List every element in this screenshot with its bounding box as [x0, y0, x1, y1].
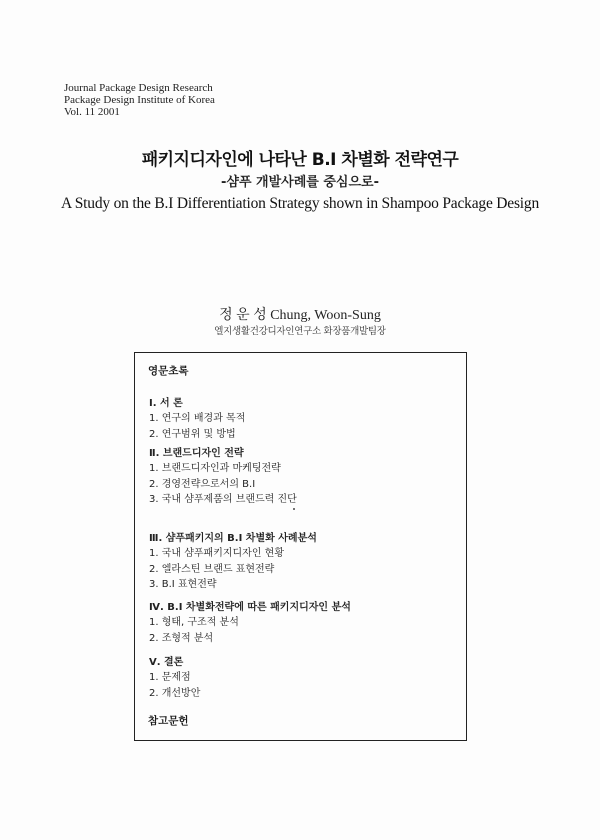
section-item: 2. 연구범위 및 방법 [149, 428, 236, 440]
toc-section-5 [149, 655, 200, 701]
stray-dot [293, 508, 295, 510]
author-affiliation: 엘지생활건강디자인연구소 화장품개발팀장 [214, 326, 386, 337]
abstract-heading: 영문초록 [148, 365, 189, 377]
journal-info [64, 82, 215, 118]
journal-name: Journal Package Design Research [64, 82, 213, 94]
section-item: 1. 형태, 구조적 분석 [149, 617, 239, 629]
korean-subtitle: -샴푸 개발사례를 중심으로- [221, 175, 379, 190]
section-item: 1. 국내 샴푸패키지디자인 현황 [149, 548, 284, 560]
author-name: 정 운 성 Chung, Woon-Sung [219, 308, 381, 323]
english-title: A Study on the B.I Differentiation Strategy shown in Shampoo Package Design [60, 195, 540, 212]
section-item: 1. 문제점 [149, 672, 191, 684]
section-item: 2. 조형적 분석 [149, 632, 214, 644]
journal-publisher: Package Design Institute of Korea [64, 94, 215, 106]
section-item: 3. B.I 표현전략 [149, 578, 217, 590]
section-item: 2. 경영전략으로서의 B.I [149, 478, 256, 490]
section-title: Ⅴ. 결론 [149, 657, 184, 668]
toc-section-2 [149, 446, 297, 507]
toc-section-4 [149, 600, 351, 646]
toc-section-3 [149, 531, 317, 592]
section-title: Ⅳ. B.I 차별화전략에 따른 패키지디자인 분석 [149, 602, 351, 613]
section-title: Ⅰ. 서 론 [149, 398, 183, 409]
section-title: Ⅲ. 샴푸패키지의 B.I 차별화 사례분석 [149, 533, 317, 544]
section-item: 1. 연구의 배경과 목적 [149, 413, 246, 425]
journal-volume: Vol. 11 2001 [64, 106, 120, 118]
section-item: 2. 개선방안 [149, 687, 201, 699]
section-item: 1. 브랜드디자인과 마케팅전략 [149, 463, 281, 475]
section-item: 2. 엘라스틴 브랜드 표현전략 [149, 563, 275, 575]
toc-section-1 [149, 396, 245, 442]
section-title: Ⅱ. 브랜드디자인 전략 [149, 448, 244, 459]
references-heading: 참고문헌 [148, 715, 189, 727]
section-item: 3. 국내 샴푸제품의 브랜드력 진단 [149, 493, 297, 505]
korean-title: 패키지디자인에 나타난 B.I 차별화 전략연구 [141, 150, 459, 170]
